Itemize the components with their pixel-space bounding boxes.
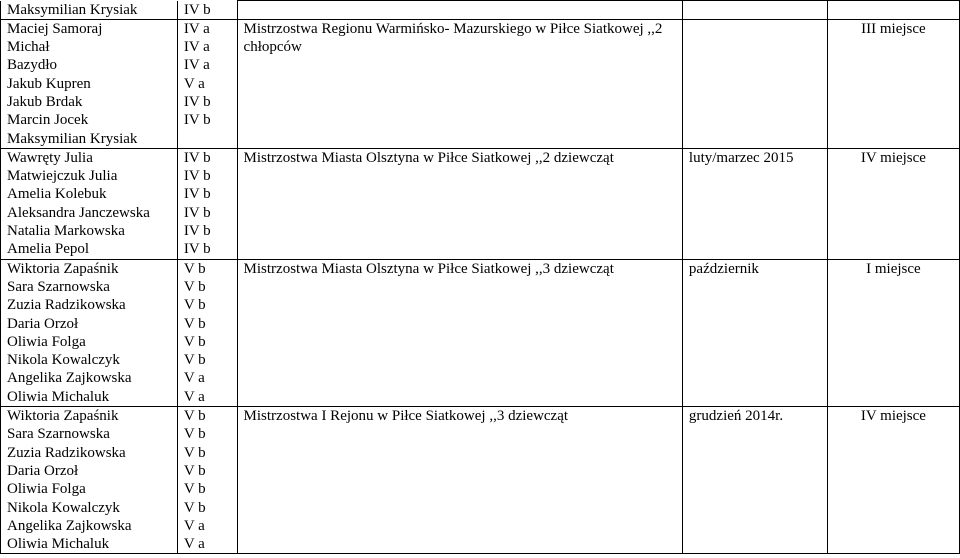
class-label: V a (183, 388, 205, 405)
player-name: Daria Orzoł (7, 462, 79, 479)
team-row (1, 259, 960, 406)
player-names-cell (1, 259, 178, 406)
player-names-cell (1, 1, 178, 20)
class-label: V a (183, 75, 205, 92)
player-name: Natalia Markowska (7, 223, 125, 240)
class-label: IV b (183, 168, 211, 185)
competition-name: Mistrzostwa I Rejonu w Piłce Siatkowej ,,3 dziewcząt (243, 408, 569, 425)
place-cell (827, 19, 959, 148)
player-name: Wiktoria Zapaśnik (7, 408, 119, 425)
place-cell (827, 407, 959, 554)
competition-name: Mistrzostwa Miasta Olsztyna w Piłce Siatkowej ,,2 dziewcząt (243, 149, 614, 166)
competition-name: Mistrzostwa Regionu Warmińsko- Mazurskiego w Piłce Siatkowej ,,2 chłopców (243, 20, 663, 55)
class-label: IV a (183, 57, 210, 74)
player-name: Aleksandra Janczewska (7, 204, 150, 221)
place-result: IV miejsce (860, 149, 926, 166)
class-label: V b (183, 481, 206, 498)
player-name: Oliwia Folga (7, 481, 86, 498)
place-cell (827, 148, 959, 259)
player-name: Jakub Kupren (7, 75, 91, 92)
results-table-body (1, 1, 960, 554)
class-cell (177, 1, 237, 20)
competition-name: Mistrzostwa Miasta Olsztyna w Piłce Siatkowej ,,3 dziewcząt (243, 260, 614, 277)
class-label: IV a (183, 39, 210, 56)
date-cell (682, 259, 827, 406)
place-result: IV miejsce (860, 408, 926, 425)
class-label: IV b (183, 186, 211, 203)
place-cell (827, 259, 959, 406)
team-row (1, 148, 960, 259)
class-label: V a (183, 536, 205, 553)
player-name: Angelika Zajkowska (7, 370, 132, 387)
player-name: Marcin Jocek (7, 112, 89, 129)
class-label: V b (183, 426, 206, 443)
player-name: Michał (7, 39, 50, 56)
player-name: Wawręty Julia (7, 149, 93, 166)
player-name: Oliwia Michaluk (7, 536, 110, 553)
class-label: IV b (183, 112, 211, 129)
class-label: V b (183, 333, 206, 350)
class-label: V b (183, 444, 206, 461)
class-label: V b (183, 499, 206, 516)
player-name: Zuzia Radzikowska (7, 444, 126, 461)
class-label: V b (183, 352, 206, 369)
player-name: Maciej Samoraj (7, 20, 103, 37)
class-cell (177, 407, 237, 554)
date-cell (682, 1, 827, 20)
class-label: V b (183, 278, 206, 295)
competition-date: luty/marzec 2015 (688, 149, 794, 166)
team-row (1, 1, 960, 20)
player-name: Nikola Kowalczyk (7, 352, 120, 369)
place-result: III miejsce (861, 20, 926, 37)
player-name: Sara Szarnowska (7, 278, 110, 295)
team-row (1, 19, 960, 148)
class-cell (177, 19, 237, 148)
class-cell (177, 259, 237, 406)
class-cell (177, 148, 237, 259)
player-name: Oliwia Michaluk (7, 388, 110, 405)
class-label: IV b (183, 93, 211, 110)
competition-cell (237, 148, 682, 259)
class-label: IV a (183, 20, 210, 37)
competition-cell (237, 407, 682, 554)
class-label: V b (183, 297, 206, 314)
player-name: Amelia Pepol (7, 241, 90, 258)
competition-cell (237, 19, 682, 148)
date-cell (682, 407, 827, 554)
player-name: Jakub Brdak (7, 93, 83, 110)
player-name: Bazydło (7, 57, 57, 74)
competition-date: październik (688, 260, 759, 277)
place-result: I miejsce (866, 260, 921, 277)
player-name: Daria Orzoł (7, 315, 79, 332)
competition-cell (237, 259, 682, 406)
date-cell (682, 19, 827, 148)
class-label: IV b (183, 204, 211, 221)
class-label: IV b (183, 241, 211, 258)
place-cell (827, 1, 959, 20)
player-name: Wiktoria Zapaśnik (7, 260, 119, 277)
player-names-cell (1, 19, 178, 148)
team-row (1, 407, 960, 554)
class-label: IV b (183, 1, 211, 18)
player-name: Maksymilian Krysiak (7, 130, 138, 147)
player-name: Sara Szarnowska (7, 426, 110, 443)
class-label: V b (183, 315, 206, 332)
player-names-cell (1, 407, 178, 554)
class-label: V a (183, 370, 205, 387)
class-label: IV b (183, 223, 211, 240)
player-name: Nikola Kowalczyk (7, 499, 120, 516)
competition-cell (237, 1, 682, 20)
player-name: Amelia Kolebuk (7, 186, 107, 203)
player-name: Matwiejczuk Julia (7, 168, 118, 185)
player-name: Zuzia Radzikowska (7, 297, 126, 314)
competition-date: grudzień 2014r. (688, 408, 784, 425)
class-label: V b (183, 408, 206, 425)
date-cell (682, 148, 827, 259)
player-name: Angelika Zajkowska (7, 517, 132, 534)
class-label: V b (183, 260, 206, 277)
player-names-cell (1, 148, 178, 259)
player-name: Maksymilian Krysiak (7, 1, 138, 18)
player-name: Oliwia Folga (7, 333, 86, 350)
class-label: V a (183, 517, 205, 534)
class-label: IV b (183, 149, 211, 166)
class-label: V b (183, 462, 206, 479)
